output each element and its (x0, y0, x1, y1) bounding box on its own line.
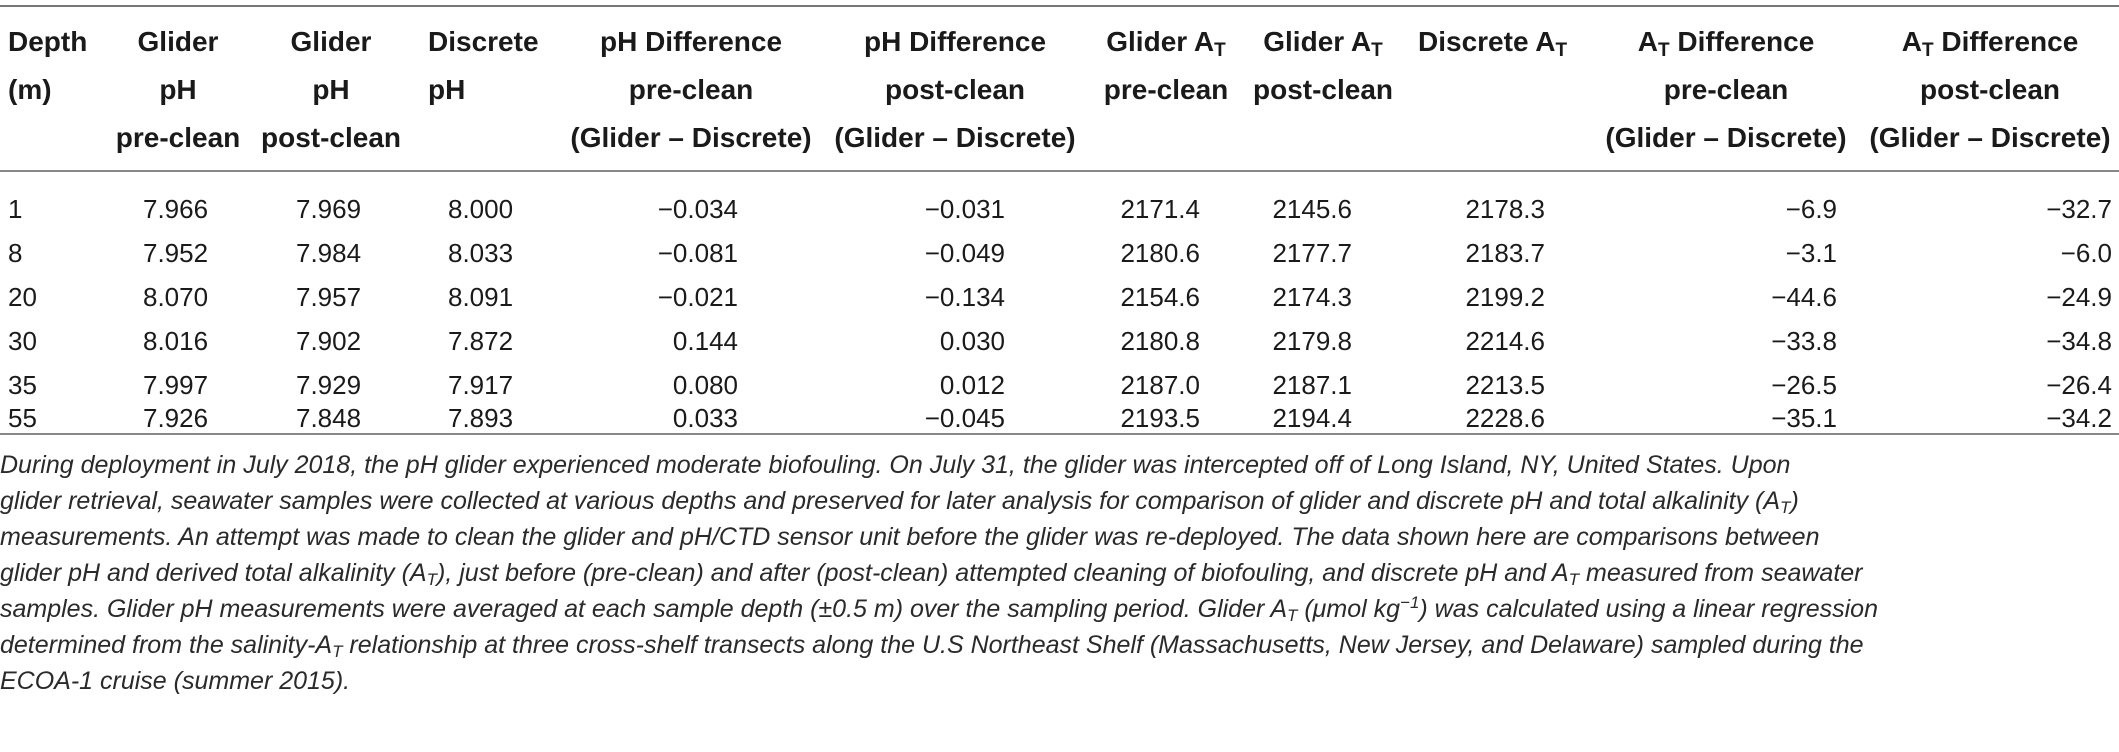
caption-line: During deployment in July 2018, the pH glider experienced moderate biofouling. On July 31, the glider was intercepted off of Long Island, NY, United States. Upon (0, 451, 1791, 479)
cell-ph-diff-pre: −0.021 (657, 282, 738, 312)
cell-at-diff-post: −32.7 (2046, 194, 2112, 224)
cell-at-diff-post: −34.8 (2046, 326, 2112, 356)
cell-glider-ph-post: 7.848 (296, 403, 362, 433)
cell-discrete-at: 2199.2 (1465, 282, 1545, 312)
cell-at-diff-pre: −3.1 (1785, 238, 1837, 268)
caption-line: samples. Glider pH measurements were averaged at each sample depth (±0.5 m) over the sampling period. Glider $A_T$ (μmol $kg^{-1}$) was calculated using a linear regression (0, 593, 1878, 625)
cell-at-diff-post: −26.4 (2046, 370, 2112, 400)
cell-discrete-ph: 7.917 (448, 370, 514, 400)
cell-glider-at-pre: 2171.4 (1120, 194, 1200, 224)
caption-line: ECOA-1 cruise (summer 2015). (0, 667, 351, 695)
caption-line: determined from the salinity-$A_T$ relationship at three cross-shelf transects along the U.S Northeast Shelf (Massachusetts, New Jersey, and Delaware) sampled during the (0, 631, 1864, 661)
cell-ph-diff-post: −0.049 (924, 238, 1005, 268)
cell-ph-diff-post: 0.030 (939, 326, 1005, 356)
cell-glider-at-pre: 2193.5 (1120, 403, 1200, 433)
cell-glider-at-pre: 2180.6 (1120, 238, 1200, 268)
cell-glider-ph-post: 7.984 (296, 238, 362, 268)
header-ph-diff-pre: pH Difference pre-clean (Glider – Discrete) (570, 26, 812, 153)
header-discrete-at: Discrete $A_T$ (1418, 26, 1568, 61)
cell-discrete-at: 2213.5 (1465, 370, 1545, 400)
caption-line: glider pH and derived total alkalinity $(A_T)$, just before (pre-clean) and after (post-clean) attempted cleaning of biofouling, and discrete pH and $A_T$ measured from seawater (0, 559, 1863, 589)
cell-ph-diff-post: −0.134 (924, 282, 1005, 312)
cell-depth: 1 (8, 194, 23, 224)
table-caption (0, 447, 2119, 699)
cell-glider-ph-pre: 7.952 (143, 238, 209, 268)
header-at-diff-post: $A_T$ Difference post-clean (Glider – Discrete) (1869, 26, 2111, 153)
table-row (0, 319, 2119, 363)
cell-discrete-ph: 8.000 (448, 194, 514, 224)
header-glider-ph-post: Glider pH post-clean (260, 26, 402, 153)
cell-ph-diff-pre: 0.144 (672, 326, 738, 356)
header-ph-diff-post: pH Difference post-clean (Glider – Discrete) (834, 26, 1076, 153)
cell-at-diff-post: −24.9 (2046, 282, 2112, 312)
cell-glider-at-post: 2194.4 (1272, 403, 1352, 433)
header-rule (0, 170, 2119, 172)
cell-ph-diff-pre: −0.081 (657, 238, 738, 268)
cell-ph-diff-post: −0.031 (924, 194, 1005, 224)
cell-depth: 20 (8, 282, 37, 312)
cell-at-diff-pre: −6.9 (1785, 194, 1837, 224)
cell-glider-at-post: 2187.1 (1272, 370, 1352, 400)
cell-ph-diff-post: 0.012 (939, 370, 1005, 400)
cell-discrete-at: 2214.6 (1465, 326, 1545, 356)
header-at-diff-pre: $A_T$ Difference pre-clean (Glider – Discrete) (1605, 26, 1847, 153)
cell-discrete-at: 2178.3 (1465, 194, 1545, 224)
table-row (0, 187, 2119, 231)
cell-discrete-ph: 8.091 (448, 282, 514, 312)
cell-depth: 30 (8, 326, 37, 356)
cell-depth: 35 (8, 370, 37, 400)
cell-at-diff-pre: −35.1 (1771, 403, 1837, 433)
cell-depth: 55 (8, 403, 37, 433)
cell-glider-ph-pre: 7.997 (143, 370, 209, 400)
cell-glider-ph-pre: 8.070 (143, 282, 209, 312)
table-bottom-rule (0, 433, 2119, 435)
cell-glider-ph-post: 7.957 (296, 282, 362, 312)
cell-at-diff-pre: −26.5 (1771, 370, 1837, 400)
cell-depth: 8 (8, 238, 23, 268)
cell-glider-at-post: 2177.7 (1272, 238, 1352, 268)
cell-glider-ph-post: 7.969 (296, 194, 362, 224)
cell-ph-diff-pre: −0.034 (657, 194, 738, 224)
cell-glider-ph-post: 7.902 (296, 326, 362, 356)
cell-discrete-at: 2183.7 (1465, 238, 1545, 268)
caption-line: measurements. An attempt was made to clean the glider and pH/CTD sensor unit before the glider was re-deployed. The data shown here are comparisons between (0, 523, 1820, 551)
cell-ph-diff-post: −0.045 (924, 403, 1005, 433)
cell-at-diff-post: −34.2 (2046, 403, 2112, 433)
cell-discrete-ph: 8.033 (448, 238, 514, 268)
cell-discrete-at: 2228.6 (1465, 403, 1545, 433)
table-top-rule (0, 5, 2119, 7)
cell-ph-diff-pre: 0.033 (672, 403, 738, 433)
header-glider-at-pre: Glider $A_T$ pre-clean (1103, 26, 1229, 105)
cell-glider-ph-post: 7.929 (296, 370, 362, 400)
cell-glider-ph-pre: 7.926 (143, 403, 209, 433)
header-depth: Depth (m) (8, 26, 88, 105)
header-discrete-ph: Discrete pH (428, 26, 539, 105)
cell-glider-ph-pre: 7.966 (143, 194, 209, 224)
cell-at-diff-pre: −33.8 (1771, 326, 1837, 356)
cell-glider-at-post: 2174.3 (1272, 282, 1352, 312)
header-glider-at-post: Glider $A_T$ post-clean (1252, 26, 1394, 105)
cell-glider-ph-pre: 8.016 (143, 326, 209, 356)
table-row (0, 231, 2119, 275)
table-row (0, 275, 2119, 319)
cell-glider-at-pre: 2187.0 (1120, 370, 1200, 400)
header-glider-ph-pre: Glider pH pre-clean (115, 26, 241, 153)
cell-at-diff-post: −6.0 (2060, 238, 2112, 268)
cell-glider-at-post: 2145.6 (1272, 194, 1352, 224)
cell-glider-at-post: 2179.8 (1272, 326, 1352, 356)
cell-at-diff-pre: −44.6 (1771, 282, 1837, 312)
cell-ph-diff-pre: 0.080 (672, 370, 738, 400)
cell-glider-at-pre: 2180.8 (1120, 326, 1200, 356)
cell-discrete-ph: 7.893 (448, 403, 514, 433)
cell-discrete-ph: 7.872 (448, 326, 514, 356)
cell-glider-at-pre: 2154.6 (1120, 282, 1200, 312)
caption-line: glider retrieval, seawater samples were collected at various depths and preserved for later analysis for comparison of glider and discrete pH and total alkalinity $(A_T)$ (0, 487, 1799, 517)
